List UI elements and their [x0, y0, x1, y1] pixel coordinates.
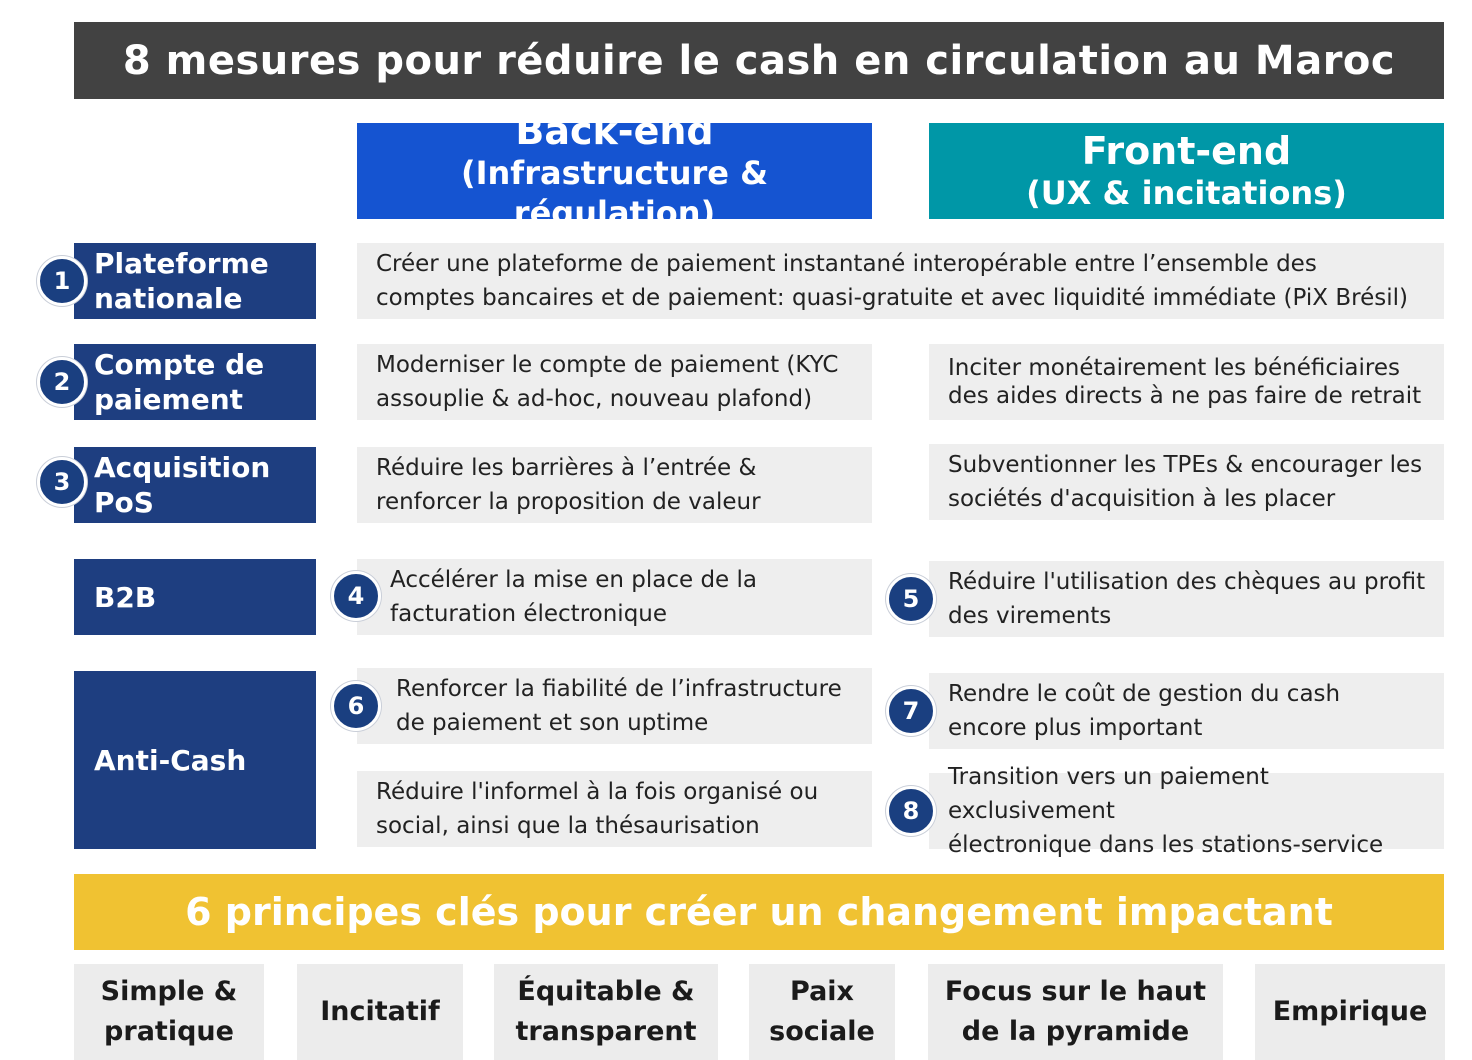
- principle-label: Équitable &: [517, 976, 695, 1007]
- measure-text: électronique dans les stations-service: [948, 832, 1384, 858]
- measure-text: Accélérer la mise en place de la: [390, 567, 757, 593]
- measure-text: renforcer la proposition de valeur: [376, 489, 761, 515]
- measure-number-badge: 6: [331, 681, 381, 731]
- principle-label: Incitatif: [320, 996, 440, 1027]
- measure-number-badge: 8: [886, 786, 936, 836]
- measure-number-badge: 4: [331, 571, 381, 621]
- backend-header: [357, 109, 872, 232]
- measure-text: assouplie & ad-hoc, nouveau plafond): [376, 386, 813, 412]
- principle-simple-pratique: [74, 964, 264, 1060]
- principle-focus-haut-pyramide: [928, 964, 1223, 1060]
- measure-text: Moderniser le compte de paiement (KYC: [376, 352, 839, 378]
- category-label: nationale: [94, 282, 243, 315]
- measure-anticash-backend-1: [357, 668, 872, 744]
- measure-b2b-backend: [357, 559, 872, 635]
- frontend-header-title: Front-end: [1081, 129, 1292, 173]
- category-label: paiement: [94, 383, 244, 416]
- measure-text: encore plus important: [948, 715, 1203, 741]
- category-acquisition-pos: [74, 447, 316, 523]
- frontend-header: [929, 123, 1444, 219]
- principle-label: sociale: [769, 1016, 875, 1047]
- page-title: 8 mesures pour réduire le cash en circulation au Maroc: [74, 22, 1444, 99]
- measure-text: Créer une plateforme de paiement instantané interopérable entre l’ensemble des: [376, 251, 1317, 277]
- principle-label: Simple &: [100, 976, 238, 1007]
- measure-acquisition-frontend: [929, 444, 1444, 520]
- frontend-header-subtitle: (UX & incitations): [1026, 174, 1347, 212]
- principle-incitatif: [297, 964, 463, 1060]
- measure-text: comptes bancaires et de paiement: quasi-gratuite et avec liquidité immédiate (PiX Brésil): [376, 285, 1408, 311]
- measure-text: Réduire l'utilisation des chèques au profit: [948, 569, 1426, 595]
- measure-b2b-frontend: [929, 561, 1444, 637]
- measure-text: Inciter monétairement les bénéficiaires: [948, 355, 1401, 381]
- measure-text: Transition vers un paiement exclusivement: [948, 764, 1269, 824]
- measure-acquisition-backend: [357, 447, 872, 523]
- measure-plateforme: [357, 243, 1444, 319]
- principles-title: 6 principes clés pour créer un changement impactant: [74, 874, 1444, 950]
- category-b2b: B2B: [74, 559, 316, 635]
- measure-compte-backend: [357, 344, 872, 420]
- measure-text: sociétés d'acquisition à les placer: [948, 486, 1336, 512]
- measure-text: Renforcer la fiabilité de l’infrastructure: [396, 676, 842, 702]
- category-label: Compte de: [94, 348, 265, 381]
- measure-text: Subventionner les TPEs & encourager les: [948, 452, 1423, 478]
- principle-label: Empirique: [1272, 996, 1428, 1027]
- category-label: Plateforme: [94, 247, 269, 280]
- principle-label: transparent: [515, 1016, 697, 1047]
- principle-label: pratique: [104, 1016, 234, 1047]
- measure-number-badge: 2: [37, 357, 87, 407]
- category-label: PoS: [94, 486, 154, 519]
- measure-number-badge: 7: [886, 686, 936, 736]
- backend-header-subtitle: (Infrastructure & régulation): [460, 154, 769, 232]
- principle-label: Paix: [790, 976, 854, 1007]
- measure-anticash-frontend-1: [929, 673, 1444, 749]
- category-compte-de-paiement: [74, 344, 316, 420]
- measure-text: Réduire les barrières à l’entrée &: [376, 455, 757, 481]
- measure-text: facturation électronique: [390, 601, 668, 627]
- principle-label: Focus sur le haut: [944, 976, 1207, 1007]
- measure-text: des virements: [948, 603, 1112, 629]
- measure-text: Réduire l'informel à la fois organisé ou: [376, 779, 819, 805]
- measure-anticash-frontend-2: [929, 764, 1444, 858]
- measure-text: social, ainsi que la thésaurisation: [376, 813, 760, 839]
- category-label: Acquisition: [94, 451, 271, 484]
- principle-equitable-transparent: [494, 964, 718, 1060]
- principle-paix-sociale: [749, 964, 895, 1060]
- category-plateforme-nationale: [74, 243, 316, 319]
- measure-compte-frontend: [929, 344, 1444, 420]
- measure-anticash-backend-2: [357, 771, 872, 847]
- measure-text: de paiement et son uptime: [396, 710, 709, 736]
- backend-header-title: Back-end: [515, 109, 714, 153]
- measure-number-badge: 5: [886, 574, 936, 624]
- measure-text: des aides directs à ne pas faire de retrait: [948, 383, 1422, 409]
- category-anti-cash: Anti-Cash: [74, 671, 316, 849]
- principle-label: de la pyramide: [961, 1016, 1190, 1047]
- measure-number-badge: 1: [37, 256, 87, 306]
- principle-empirique: [1255, 964, 1445, 1060]
- measure-number-badge: 3: [37, 457, 87, 507]
- measure-text: Rendre le coût de gestion du cash: [948, 681, 1341, 707]
